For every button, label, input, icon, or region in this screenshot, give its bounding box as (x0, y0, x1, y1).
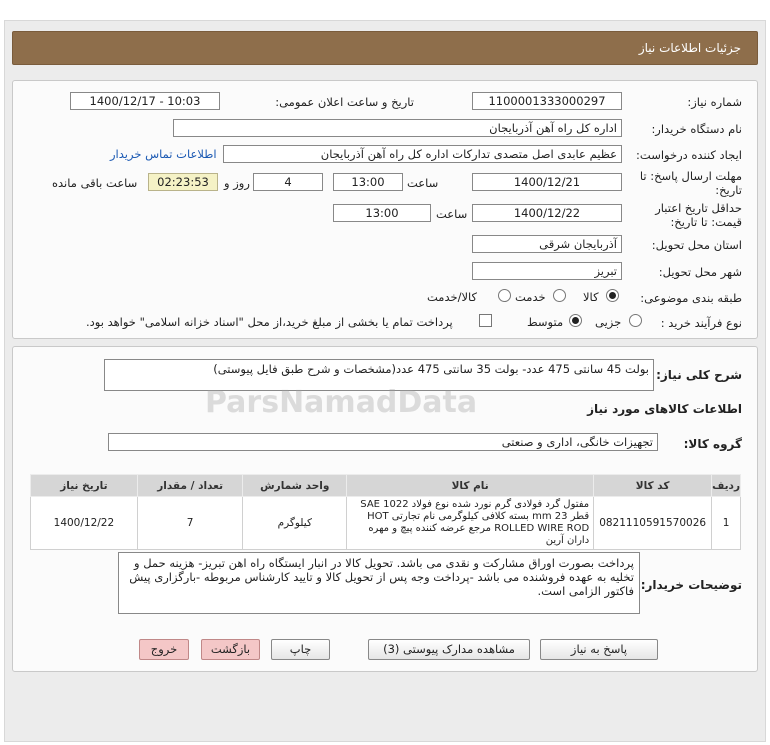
category-radio-goods[interactable] (606, 289, 619, 302)
city-field: تبریز (472, 262, 622, 280)
creator-field: عظیم عابدی اصل متصدی تدارکات اداره کل راه آهن آذربایجان (223, 145, 622, 163)
deadline-label: مهلت ارسال پاسخ: تا (639, 169, 742, 183)
print-button[interactable]: چاپ (271, 639, 330, 660)
creator-label: ایجاد کننده درخواست: (636, 148, 742, 162)
col-name: نام کالا (347, 475, 594, 497)
announce-field: 1400/12/17 - 10:03 (70, 92, 220, 110)
province-field: آذربایجان شرقی (472, 235, 622, 253)
validity-label-2: قیمت: تا تاریخ: (670, 215, 742, 229)
category-option-both: کالا/خدمت (427, 290, 478, 304)
need-number-field: 1100001333000297 (472, 92, 622, 110)
process-option-minor: جزیی (595, 315, 622, 329)
goods-section-title: اطلاعات کالاهای مورد نیاز (587, 402, 742, 416)
back-button[interactable]: بازگشت (201, 639, 260, 660)
goods-group-label: گروه کالا: (683, 437, 742, 451)
process-option-medium: متوسط (527, 315, 564, 329)
table-row (31, 497, 741, 550)
buyer-org-field: اداره کل راه آهن آذربایجان (173, 119, 622, 137)
col-unit: واحد شمارش (243, 475, 347, 497)
validity-date-field: 1400/12/22 (472, 204, 622, 222)
goods-table (30, 474, 741, 550)
process-radio-medium[interactable] (569, 314, 582, 327)
row-name: مفتول گرد فولادی گرم نورد شده نوع فولاد SAE 1022 قطر 23 mm بسته کلافی کیلوگرمی نام تجارتی HOT ROLLED WIRE ROD مرجع عرضه کننده پیچ و مهره داران آرین (347, 497, 594, 550)
reply-button[interactable]: پاسخ به نیاز (540, 639, 658, 660)
summary-label: شرح کلی نیاز: (656, 368, 742, 382)
row-unit: کیلوگرم (243, 497, 347, 550)
row-qty: 7 (137, 497, 243, 550)
deadline-time-field: 13:00 (333, 173, 403, 191)
buyer-org-label: نام دستگاه خریدار: (651, 122, 742, 136)
deadline-time-label: ساعت (407, 176, 439, 190)
col-code: کد کالا (594, 475, 712, 497)
watermark-text: ParsNamadData (205, 385, 478, 420)
treasury-checkbox[interactable] (479, 314, 492, 327)
remaining-time-field: 02:23:53 (148, 173, 218, 191)
process-label: نوع فرآیند خرید : (660, 316, 742, 330)
announce-label: تاریخ و ساعت اعلان عمومی: (275, 95, 414, 109)
category-option-service: خدمت (515, 290, 546, 304)
attachments-button[interactable]: مشاهده مدارک پیوستی (3) (368, 639, 530, 660)
days-label: روز و (224, 176, 250, 190)
row-code: 0821110591570026 (594, 497, 712, 550)
need-number-label: شماره نیاز: (687, 95, 742, 109)
exit-button[interactable]: خروج (139, 639, 189, 660)
validity-time-label: ساعت (436, 207, 468, 221)
page-title: جزئیات اطلاعات نیاز (638, 41, 741, 55)
category-label: طبقه بندی موضوعی: (640, 291, 742, 305)
contact-info-link[interactable]: اطلاعات تماس خریدار (110, 147, 217, 161)
validity-time-field: 13:00 (333, 204, 431, 222)
col-index: ردیف (712, 475, 741, 497)
buyer-notes-label: توضیحات خریدار: (640, 578, 742, 592)
city-label: شهر محل تحویل: (658, 265, 742, 279)
row-index: 1 (712, 497, 741, 550)
category-radio-service[interactable] (553, 289, 566, 302)
header-bar (12, 31, 758, 65)
process-radio-minor[interactable] (629, 314, 642, 327)
col-date: تاریخ نیاز (31, 475, 138, 497)
category-option-goods: کالا (583, 290, 599, 304)
validity-label: حداقل تاریخ اعتبار (655, 201, 742, 215)
summary-field: بولت 45 سانتی 475 عدد- بولت 35 سانتی 475 عدد(مشخصات و شرح طبق فایل پیوستی) (104, 359, 654, 391)
row-date: 1400/12/22 (31, 497, 138, 550)
treasury-note: پرداخت تمام یا بخشی از مبلغ خرید،از محل "اسناد خزانه اسلامی" خواهد بود. (86, 315, 453, 329)
days-field: 4 (253, 173, 323, 191)
province-label: استان محل تحویل: (651, 238, 742, 252)
goods-group-field: تجهیزات خانگی، اداری و صنعتی (108, 433, 658, 451)
deadline-label-2: تاریخ: (715, 183, 742, 197)
col-qty: تعداد / مقدار (137, 475, 243, 497)
category-radio-both[interactable] (498, 289, 511, 302)
deadline-date-field: 1400/12/21 (472, 173, 622, 191)
buyer-notes-field: پرداخت بصورت اوراق مشارکت و نقدی می باشد. تحویل کالا در انبار ایستگاه راه اهن تبریز- هزینه حمل و تخلیه به عهده فروشنده می باشد -پرداخت وجه پس از تحویل کالا و تایید کارشناس مربوطه -بارگزاری پیش فاکتور الزامی است. (118, 552, 640, 614)
goods-table-header (31, 475, 741, 497)
remaining-label: ساعت باقی مانده (52, 176, 138, 190)
